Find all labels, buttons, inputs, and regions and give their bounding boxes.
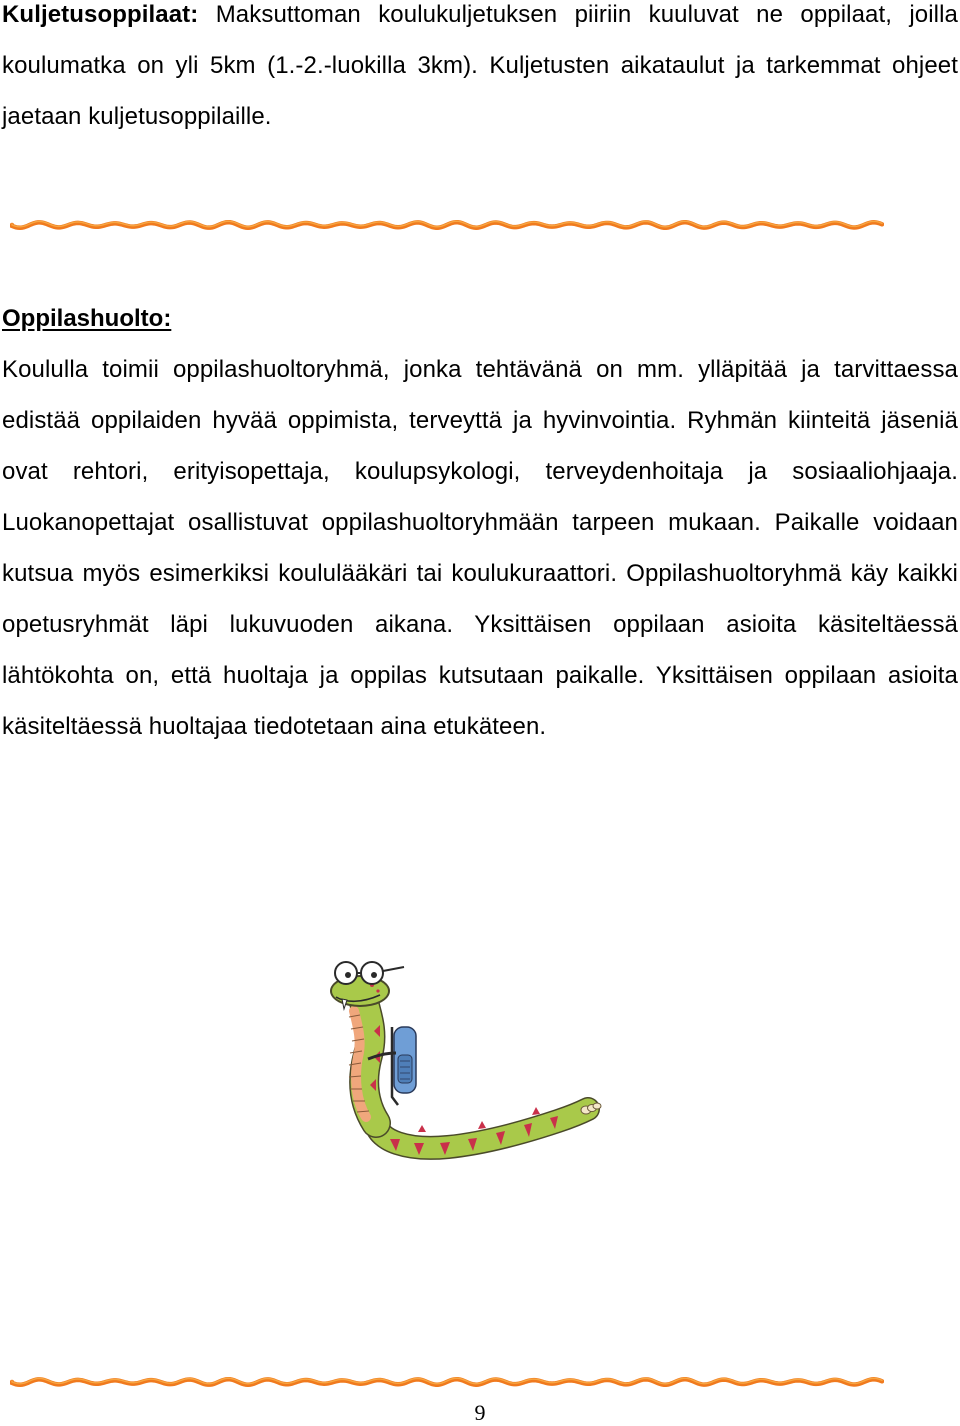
welfare-heading: Oppilashuolto: <box>2 305 172 332</box>
transport-lead: Kuljetusoppilaat: <box>2 1 199 28</box>
glasses <box>335 962 404 984</box>
transport-paragraph <box>2 0 958 142</box>
welfare-paragraph: Koululla toimii oppilashuoltoryhmä, jonka tehtävänä on mm. ylläpitää ja tarvittaessa edistää oppilaiden hyvää oppimista, terveyttä ja hyvinvointia. Ryhmän kiinteitä jäseniä ovat rehtori, erityisopettaja, koulupsykologi, terveydenhoitaja ja sosiaaliohjaaja. Luokanopettajat osallistuvat oppilashuoltoryhmään tarpeen mukaan. Paikalle voidaan kutsua myös esimerkiksi koululääkäri tai koulukuraattori. Oppilashuoltoryhmä käy kaikki opetusryhmät läpi lukuvuoden aikana. Yksittäisen oppilaan asioita käsiteltäessä lähtökohta on, että huoltaja ja oppilas kutsutaan paikalle. Yksittäisen oppilaan asioita käsiteltäessä huoltajaa tiedotetaan aina etukäteen. <box>2 356 958 740</box>
wavy-divider-top <box>10 218 884 232</box>
page-number: 9 <box>474 1400 486 1425</box>
transport-text: Maksuttoman koulukuljetuksen piiriin kuuluvat ne oppilaat, joilla koulumatka on yli 5km (1.-2.-luokilla 3km). Kuljetusten aikataulut ja tarkemmat ohjeet jaetaan kuljetusoppilaille. <box>2 1 958 130</box>
wavy-divider-bottom <box>10 1375 884 1389</box>
snake-with-glasses-and-backpack-icon <box>318 955 602 1160</box>
